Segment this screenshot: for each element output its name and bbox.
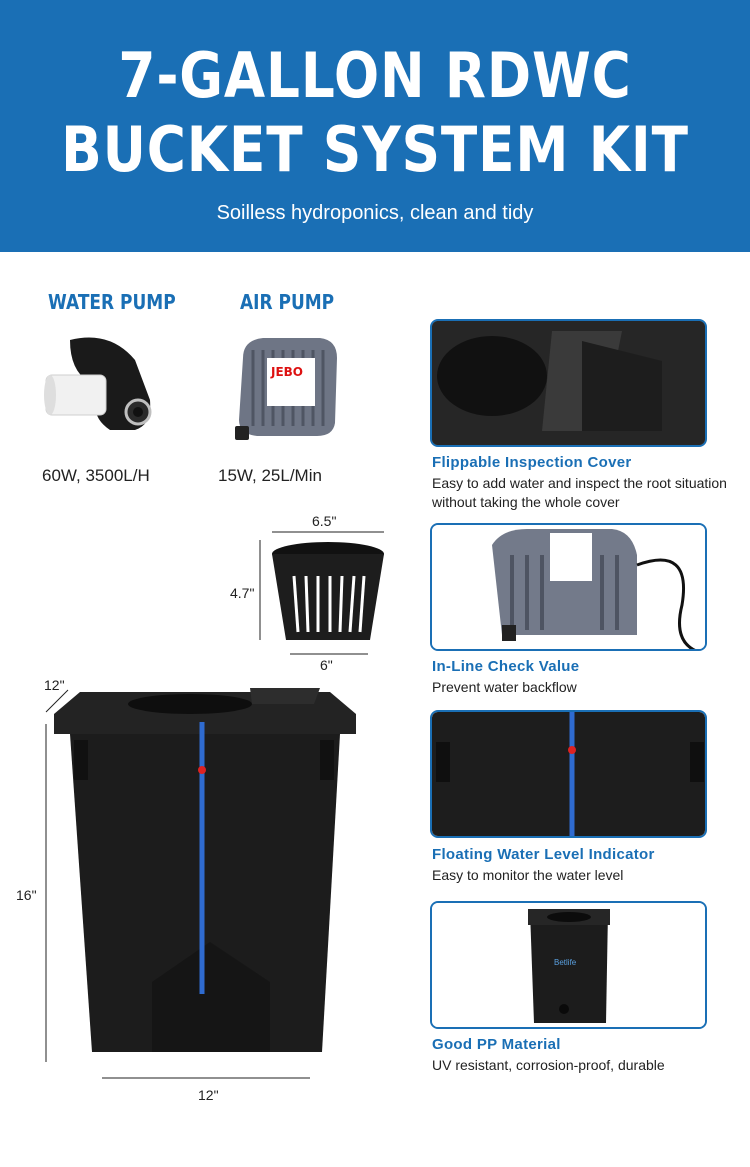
- water-pump-image: [40, 330, 160, 440]
- feature-desc-water-level: Easy to monitor the water level: [432, 867, 624, 883]
- water-pump-heading: WATER PUMP: [48, 290, 176, 314]
- water-pump-spec: 60W, 3500L/H: [42, 466, 150, 485]
- feature-image-check-valve: [430, 523, 707, 651]
- bucket-depth: 12": [44, 677, 65, 693]
- feature-desc-pp-material: UV resistant, corrosion-proof, durable: [432, 1057, 665, 1073]
- bucket-height: 16": [16, 887, 37, 903]
- page-title-line2: BUCKET SYSTEM KIT: [61, 113, 689, 186]
- air-pump-heading: AIR PUMP: [240, 290, 335, 314]
- page-subtitle: Soilless hydroponics, clean and tidy: [216, 202, 534, 224]
- brand-logo: Betlife: [554, 958, 577, 967]
- feature-desc-check-valve: Prevent water backflow: [432, 679, 577, 695]
- bucket-width: 12": [198, 1087, 219, 1103]
- feature-desc-inspection-cover: Easy to add water and inspect the root situation without taking the whole cover: [432, 475, 727, 510]
- feature-title-pp-material: Good PP Material: [432, 1036, 561, 1053]
- feature-title-check-valve: In-Line Check Value: [432, 658, 580, 675]
- net-pot-bottom-width: 6": [320, 657, 333, 673]
- feature-image-inspection-cover: [430, 319, 707, 447]
- net-pot-top-width: 6.5": [312, 513, 337, 529]
- feature-title-water-level: Floating Water Level Indicator: [432, 846, 655, 863]
- feature-title-inspection-cover: Flippable Inspection Cover: [432, 454, 632, 471]
- feature-image-pp-material: [430, 901, 707, 1029]
- air-pump-spec: 15W, 25L/Min: [218, 466, 322, 485]
- bucket-diagram: [40, 682, 370, 1082]
- air-pump-brand: JEBO: [271, 365, 304, 379]
- feature-image-water-level: [430, 710, 707, 838]
- page-title-line1: 7-GALLON RDWC: [118, 39, 632, 112]
- header-banner: [0, 0, 750, 252]
- air-pump-image: [225, 328, 345, 443]
- net-pot-height: 4.7": [230, 585, 255, 601]
